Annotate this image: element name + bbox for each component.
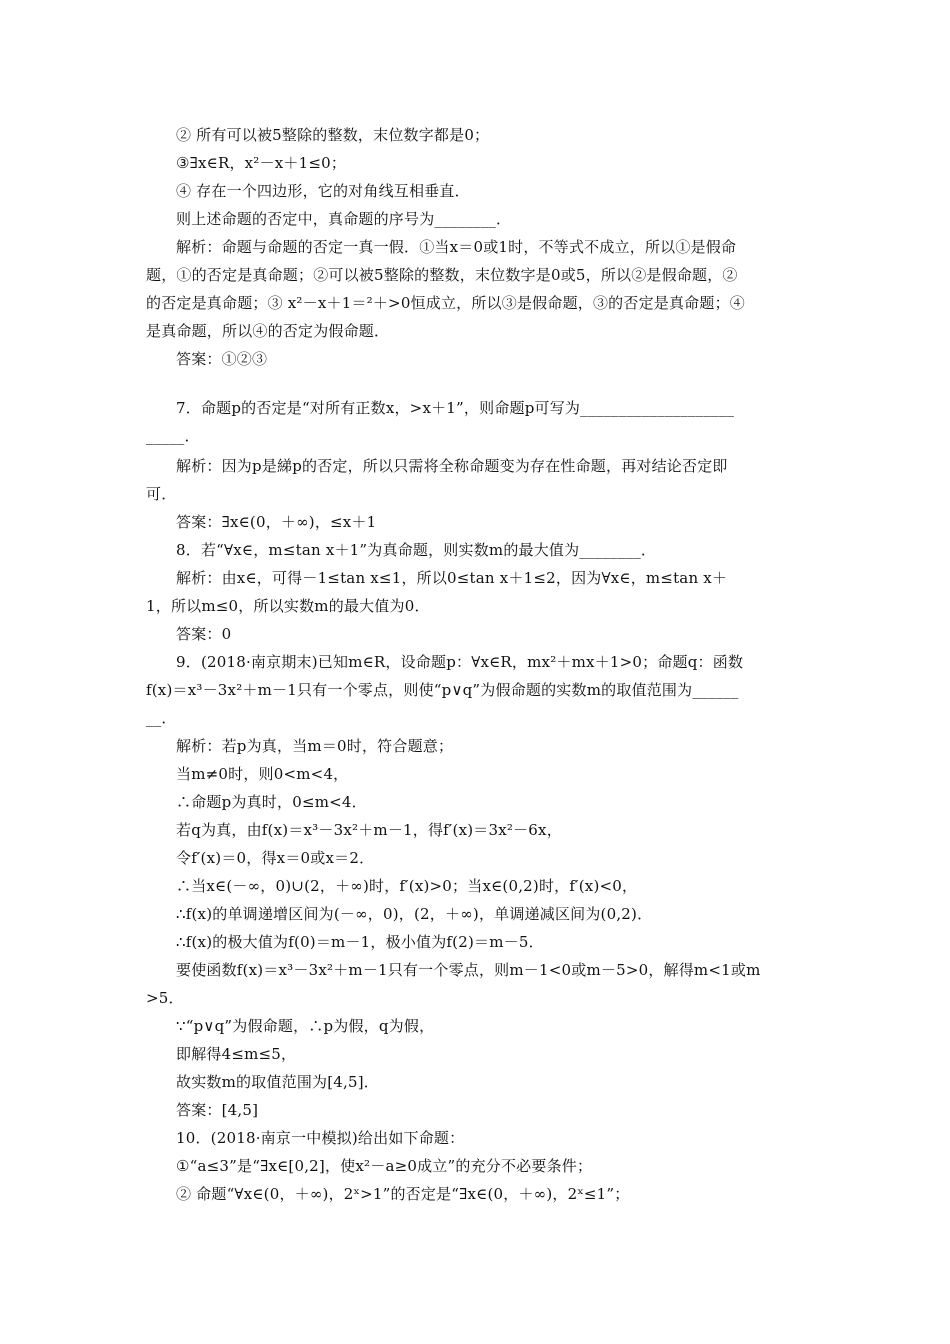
text-line: ∴命题p为真时，0≤m<4． (176, 793, 367, 811)
text-line: 1，所以m≤0，所以实数m的最大值为0． (146, 597, 430, 615)
text-line: 解析：若p为真，当m＝0时，符合题意； (176, 737, 454, 755)
answer-line: 答案：0 (176, 625, 232, 643)
text-line: ∴当x∈(－∞，0)∪(2，＋∞)时，f′(x)>0；当x∈(0,2)时，f′(x)<0， (176, 877, 638, 895)
text-line: ② 所有可以被5整除的整数，末位数字都是0； (176, 126, 490, 144)
text-line: 的否定是真命题；③ x²－x＋1＝²＋>0恒成立，所以③是假命题，③的否定是真命题；④ (146, 294, 745, 312)
text-line: ∴f(x)的单调递增区间为(－∞，0)，(2，＋∞)，单调递减区间为(0,2)． (176, 905, 653, 923)
text-line: 当m≠0时，则0<m<4， (176, 765, 349, 783)
text-line: 解析：因为p是綈p的否定，所以只需将全称命题变为存在性命题，再对结论否定即 (176, 457, 728, 475)
question-10: 10．(2018·南京一中模拟)给出如下命题： (176, 1129, 465, 1147)
question-8: 8．若“∀x∈，m≤tan x＋1”为真命题，则实数m的最大值为________． (176, 541, 657, 559)
text-line: __． (146, 709, 177, 727)
text-line: ④ 存在一个四边形，它的对角线互相垂直． (176, 182, 470, 200)
text-line: 要使函数f(x)＝x³－3x²＋m－1只有一个零点，则m－1<0或m－5>0，解得m<1或m (176, 961, 761, 979)
answer-line: 答案：∃x∈(0，＋∞)，≤x＋1 (176, 513, 377, 531)
text-line: 解析：命题与命题的否定一真一假．①当x＝0或1时，不等式不成立，所以①是假命 (176, 238, 737, 256)
text-line: ∴f(x)的极大值为f(0)＝m－1，极小值为f(2)＝m－5． (176, 933, 544, 951)
text-line: >5． (146, 989, 184, 1007)
text-line: 题，①的否定是真命题；②可以被5整除的整数，末位数字是0或5，所以②是假命题，② (146, 266, 738, 284)
text-line: 即解得4≤m≤5， (176, 1045, 297, 1063)
answer-line: 答案：[4,5] (176, 1101, 259, 1119)
question-7: 7．命题p的否定是“对所有正数x，>x＋1”，则命题p可写为____________________ (176, 399, 735, 417)
text-line: _____． (146, 427, 200, 445)
text-line: 解析：由x∈，可得－1≤tan x≤1，所以0≤tan x＋1≤2，因为∀x∈，m≤tan x＋ (176, 569, 728, 587)
text-line: 则上述命题的否定中，真命题的序号为________． (176, 210, 512, 228)
text-line: 若q为真，由f(x)＝x³－3x²＋m－1，得f′(x)＝3x²－6x， (176, 821, 562, 839)
text-line: f(x)＝x³－3x²＋m－1只有一个零点，则使“p∨q”为假命题的实数m的取值范围为______ (146, 681, 739, 699)
text-line: ③∃x∈R，x²－x＋1≤0； (176, 154, 347, 172)
question-9: 9．(2018·南京期末)已知m∈R，设命题p：∀x∈R，mx²＋mx＋1>0；命题q：函数 (176, 653, 744, 671)
text-line: ∵“p∨q”为假命题，∴p为假，q为假， (176, 1017, 435, 1035)
text-line: 故实数m的取值范围为[4,5]． (176, 1073, 379, 1091)
text-line: 令f′(x)＝0，得x＝0或x＝2． (176, 849, 375, 867)
text-line: 是真命题，所以④的否定为假命题． (146, 322, 390, 340)
text-line: 可． (146, 485, 177, 503)
text-line: ①“a≤3”是“∃x∈[0,2]，使x²－a≥0成立”的充分不必要条件； (176, 1157, 593, 1175)
answer-line: 答案：①②③ (176, 350, 268, 368)
text-line: ② 命题“∀x∈(0，＋∞)，2ˣ>1”的否定是“∃x∈(0，＋∞)，2ˣ≤1”； (176, 1185, 630, 1203)
